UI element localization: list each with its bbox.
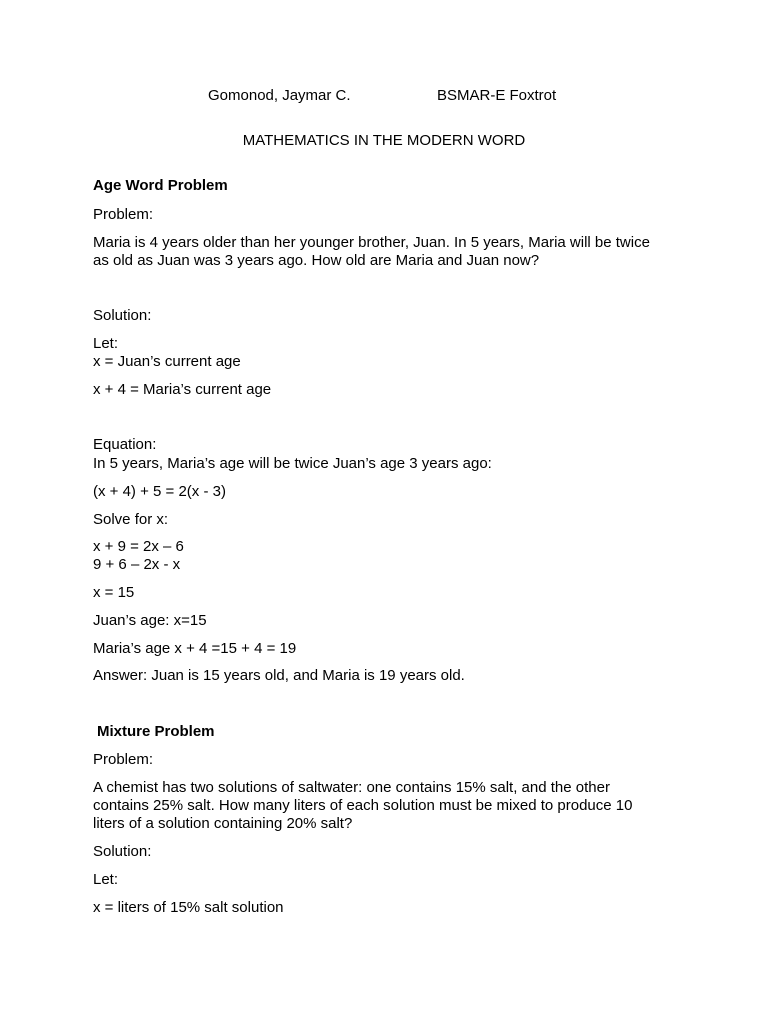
age-equation-label: Equation:	[93, 436, 157, 453]
age-solution-label: Solution:	[93, 307, 152, 324]
mixture-solution-label: Solution:	[93, 843, 152, 860]
age-problem-text-line2: as old as Juan was 3 years ago. How old are Maria and Juan now?	[93, 252, 540, 269]
document-title: MATHEMATICS IN THE MODERN WORD	[242, 132, 526, 149]
age-let-x-plus-4: x + 4 = Maria’s current age	[93, 381, 272, 398]
age-step-2: 9 + 6 – 2x - x	[93, 556, 181, 573]
age-solve-label: Solve for x:	[93, 511, 169, 528]
maria-age: Maria’s age x + 4 =15 + 4 = 19	[93, 640, 297, 657]
mixture-problem-text-line3: liters of a solution containing 20% salt?	[93, 815, 353, 832]
mixture-problem-label: Problem:	[93, 751, 154, 768]
age-let-x: x = Juan’s current age	[93, 353, 241, 370]
age-let-label: Let:	[93, 335, 119, 352]
mixture-let-label: Let:	[93, 871, 119, 888]
class-section: BSMAR-E Foxtrot	[437, 87, 557, 104]
age-step-1: x + 9 = 2x – 6	[93, 538, 184, 555]
age-problem-text-line1: Maria is 4 years older than her younger brother, Juan. In 5 years, Maria will be twice	[93, 234, 650, 251]
age-problem-label: Problem:	[93, 206, 154, 223]
age-answer: Answer: Juan is 15 years old, and Maria is 19 years old.	[93, 667, 465, 684]
mixture-let-x: x = liters of 15% salt solution	[93, 899, 284, 916]
mixture-problem-text-line2: contains 25% salt. How many liters of each solution must be mixed to produce 10	[93, 797, 633, 814]
age-equation-description: In 5 years, Maria’s age will be twice Juan’s age 3 years ago:	[93, 455, 492, 472]
mixture-problem-heading: Mixture Problem	[97, 723, 215, 740]
mixture-problem-text-line1: A chemist has two solutions of saltwater: one contains 15% salt, and the other	[93, 779, 610, 796]
juan-age: Juan’s age: x=15	[93, 612, 207, 629]
author-name: Gomonod, Jaymar C.	[208, 87, 351, 104]
age-problem-heading: Age Word Problem	[93, 177, 228, 194]
age-equation: (x + 4) + 5 = 2(x - 3)	[93, 483, 226, 500]
age-step-3: x = 15	[93, 584, 135, 601]
